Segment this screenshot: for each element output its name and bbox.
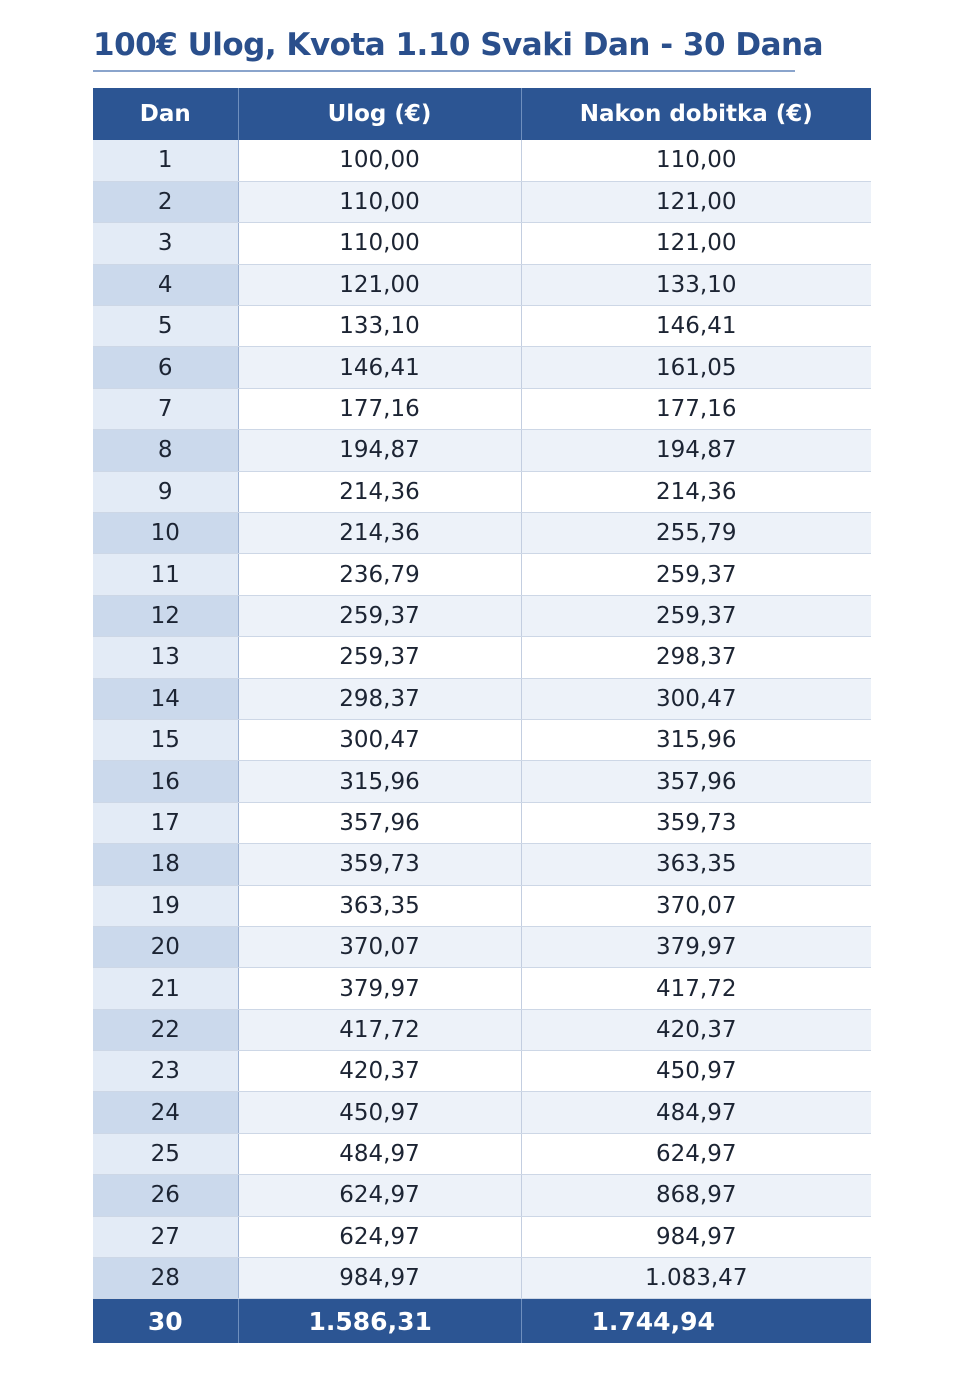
cell-ulog: 984,97 xyxy=(238,1258,521,1299)
cell-nakon-dobitka: 484,97 xyxy=(521,1092,871,1133)
cell-ulog: 100,00 xyxy=(238,140,521,181)
cell-dan: 25 xyxy=(93,1133,238,1174)
cell-nakon-dobitka: 420,37 xyxy=(521,1009,871,1050)
cell-dan: 13 xyxy=(93,637,238,678)
cell-dan: 5 xyxy=(93,306,238,347)
cell-nakon-dobitka: 259,37 xyxy=(521,595,871,636)
cell-nakon-dobitka: 370,07 xyxy=(521,885,871,926)
cell-nakon-dobitka: 255,79 xyxy=(521,513,871,554)
cell-nakon-dobitka: 300,47 xyxy=(521,678,871,719)
table-row xyxy=(93,637,871,678)
cell-ulog: 177,16 xyxy=(238,388,521,429)
table-row xyxy=(93,223,871,264)
cell-dan: 14 xyxy=(93,678,238,719)
table-row xyxy=(93,1051,871,1092)
cell-dan: 15 xyxy=(93,719,238,760)
table-row xyxy=(93,844,871,885)
table-body xyxy=(93,140,871,1299)
cell-dan: 28 xyxy=(93,1258,238,1299)
header-nakon-dobitka: Nakon dobitka (€) xyxy=(521,88,871,140)
cell-dan: 6 xyxy=(93,347,238,388)
total-ulog: 1.586,31 xyxy=(238,1299,521,1344)
cell-ulog: 370,07 xyxy=(238,926,521,967)
cell-nakon-dobitka: 110,00 xyxy=(521,140,871,181)
table-row xyxy=(93,678,871,719)
header-ulog: Ulog (€) xyxy=(238,88,521,140)
cell-ulog: 379,97 xyxy=(238,968,521,1009)
table-row xyxy=(93,388,871,429)
cell-nakon-dobitka: 357,96 xyxy=(521,761,871,802)
cell-nakon-dobitka: 194,87 xyxy=(521,430,871,471)
table-row xyxy=(93,1216,871,1257)
table-row xyxy=(93,1009,871,1050)
table-row xyxy=(93,181,871,222)
cell-dan: 27 xyxy=(93,1216,238,1257)
header-row xyxy=(93,88,871,140)
cell-ulog: 121,00 xyxy=(238,264,521,305)
table-row xyxy=(93,347,871,388)
cell-ulog: 214,36 xyxy=(238,471,521,512)
table-row xyxy=(93,761,871,802)
cell-dan: 22 xyxy=(93,1009,238,1050)
cell-dan: 24 xyxy=(93,1092,238,1133)
cell-dan: 3 xyxy=(93,223,238,264)
table-row xyxy=(93,430,871,471)
cell-dan: 7 xyxy=(93,388,238,429)
cell-ulog: 357,96 xyxy=(238,802,521,843)
cell-ulog: 484,97 xyxy=(238,1133,521,1174)
cell-nakon-dobitka: 315,96 xyxy=(521,719,871,760)
table-row xyxy=(93,1258,871,1299)
table-row xyxy=(93,554,871,595)
cell-ulog: 298,37 xyxy=(238,678,521,719)
cell-ulog: 146,41 xyxy=(238,347,521,388)
cell-nakon-dobitka: 1.083,47 xyxy=(521,1258,871,1299)
cell-ulog: 259,37 xyxy=(238,595,521,636)
table-row xyxy=(93,306,871,347)
cell-ulog: 624,97 xyxy=(238,1175,521,1216)
cell-dan: 19 xyxy=(93,885,238,926)
cell-dan: 12 xyxy=(93,595,238,636)
cell-ulog: 133,10 xyxy=(238,306,521,347)
cell-ulog: 259,37 xyxy=(238,637,521,678)
cell-ulog: 420,37 xyxy=(238,1051,521,1092)
page-title: 100€ Ulog, Kvota 1.10 Svaki Dan - 30 Dana xyxy=(93,27,823,63)
table-row xyxy=(93,1133,871,1174)
table-row xyxy=(93,1092,871,1133)
cell-nakon-dobitka: 161,05 xyxy=(521,347,871,388)
cell-nakon-dobitka: 259,37 xyxy=(521,554,871,595)
cell-dan: 17 xyxy=(93,802,238,843)
cell-dan: 18 xyxy=(93,844,238,885)
cell-ulog: 194,87 xyxy=(238,430,521,471)
cell-ulog: 315,96 xyxy=(238,761,521,802)
cell-dan: 4 xyxy=(93,264,238,305)
total-dan: 30 xyxy=(93,1299,238,1344)
cell-nakon-dobitka: 624,97 xyxy=(521,1133,871,1174)
cell-nakon-dobitka: 146,41 xyxy=(521,306,871,347)
cell-ulog: 450,97 xyxy=(238,1092,521,1133)
cell-dan: 9 xyxy=(93,471,238,512)
table-row xyxy=(93,885,871,926)
table-row xyxy=(93,140,871,181)
table-row xyxy=(93,968,871,1009)
title-underline xyxy=(93,70,795,72)
cell-nakon-dobitka: 298,37 xyxy=(521,637,871,678)
cell-nakon-dobitka: 363,35 xyxy=(521,844,871,885)
cell-nakon-dobitka: 133,10 xyxy=(521,264,871,305)
table-row xyxy=(93,926,871,967)
cell-dan: 8 xyxy=(93,430,238,471)
table-row xyxy=(93,513,871,554)
cell-ulog: 110,00 xyxy=(238,223,521,264)
cell-dan: 23 xyxy=(93,1051,238,1092)
cell-ulog: 363,35 xyxy=(238,885,521,926)
cell-nakon-dobitka: 379,97 xyxy=(521,926,871,967)
cell-nakon-dobitka: 359,73 xyxy=(521,802,871,843)
cell-nakon-dobitka: 121,00 xyxy=(521,181,871,222)
total-row xyxy=(93,1299,871,1344)
cell-ulog: 300,47 xyxy=(238,719,521,760)
table-row xyxy=(93,471,871,512)
cell-dan: 2 xyxy=(93,181,238,222)
cell-ulog: 214,36 xyxy=(238,513,521,554)
cell-nakon-dobitka: 984,97 xyxy=(521,1216,871,1257)
cell-dan: 1 xyxy=(93,140,238,181)
cell-ulog: 110,00 xyxy=(238,181,521,222)
total-nakon-dobitka: 1.744,94 xyxy=(521,1299,871,1344)
table-row xyxy=(93,264,871,305)
cell-nakon-dobitka: 177,16 xyxy=(521,388,871,429)
table-row xyxy=(93,595,871,636)
table-row xyxy=(93,802,871,843)
cell-ulog: 624,97 xyxy=(238,1216,521,1257)
table-row xyxy=(93,1175,871,1216)
cell-nakon-dobitka: 214,36 xyxy=(521,471,871,512)
cell-dan: 21 xyxy=(93,968,238,1009)
cell-dan: 26 xyxy=(93,1175,238,1216)
cell-nakon-dobitka: 121,00 xyxy=(521,223,871,264)
cell-nakon-dobitka: 450,97 xyxy=(521,1051,871,1092)
cell-nakon-dobitka: 868,97 xyxy=(521,1175,871,1216)
table-row xyxy=(93,719,871,760)
header-dan: Dan xyxy=(93,88,238,140)
cell-dan: 10 xyxy=(93,513,238,554)
cell-dan: 20 xyxy=(93,926,238,967)
cell-nakon-dobitka: 417,72 xyxy=(521,968,871,1009)
cell-ulog: 359,73 xyxy=(238,844,521,885)
cell-ulog: 236,79 xyxy=(238,554,521,595)
cell-ulog: 417,72 xyxy=(238,1009,521,1050)
cell-dan: 16 xyxy=(93,761,238,802)
cell-dan: 11 xyxy=(93,554,238,595)
stake-table xyxy=(93,88,871,1343)
